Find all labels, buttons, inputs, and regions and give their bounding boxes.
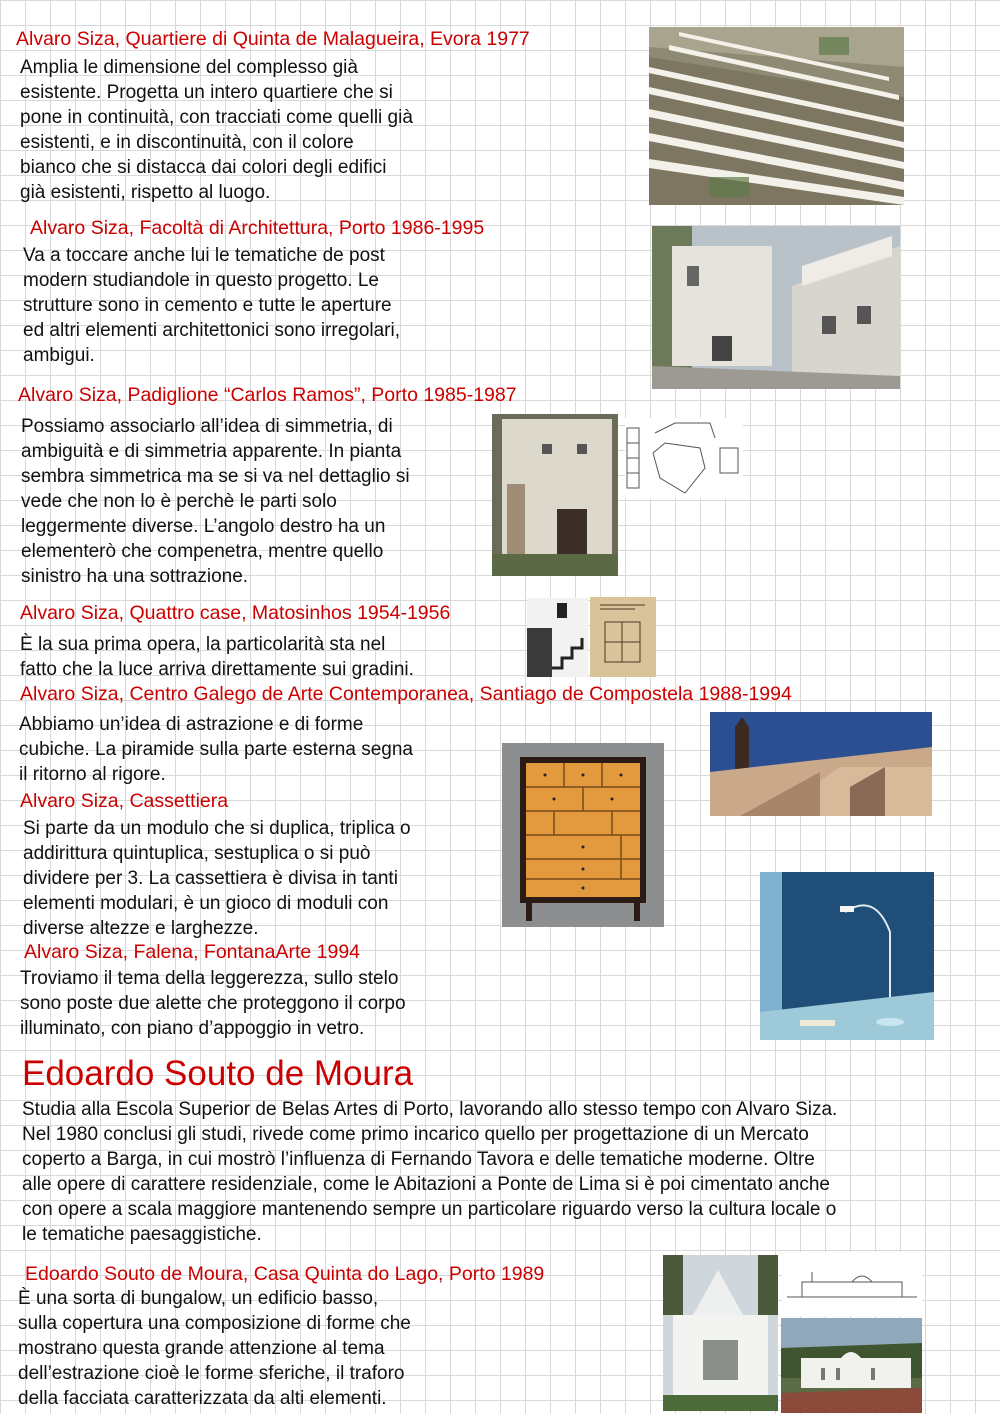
title-malagueira: Alvaro Siza, Quartiere di Quinta de Malagueira, Evora 1977 xyxy=(16,28,530,50)
title-carlos-ramos: Alvaro Siza, Padiglione “Carlos Ramos”, Porto 1985-1987 xyxy=(18,384,517,406)
photo-facolta-architettura xyxy=(652,226,900,389)
title-falena: Alvaro Siza, Falena, FontanaArte 1994 xyxy=(24,941,361,963)
text-quinta-do-lago: È una sorta di bungalow, un edificio basso, sulla copertura una composizione di forme che mostrano questa grande attenzione al tema dell’estrazione cioè le forme sferiche, il traforo della facciata caratterizzata da alti elementi. xyxy=(18,1288,411,1409)
photo-quinta-do-lago-1 xyxy=(663,1255,778,1411)
heading-souto-de-moura: Edoardo Souto de Moura xyxy=(22,1054,414,1093)
photo-falena xyxy=(760,872,934,1040)
photo-quattro-case xyxy=(527,598,588,677)
title-quinta-do-lago: Edoardo Souto de Moura, Casa Quinta do Lago, Porto 1989 xyxy=(25,1263,545,1285)
text-centro-galego: Abbiamo un’idea di astrazione e di forme cubiche. La piramide sulla parte esterna segna il ritorno al rigore. xyxy=(19,714,413,785)
text-quattro-case: È la sua prima opera, la particolarità sta nel fatto che la luce arriva direttamente sui gradini. xyxy=(20,634,414,680)
photo-carlos-ramos xyxy=(492,414,618,576)
photo-centro-galego xyxy=(710,712,932,816)
photo-quinta-do-lago-2 xyxy=(781,1318,922,1413)
text-falena: Troviamo il tema della leggerezza, sullo stelo sono poste due alette che proteggono il corpo illuminato, con piano d’appoggio in vetro. xyxy=(20,968,406,1039)
photo-malagueira xyxy=(649,27,904,205)
text-carlos-ramos: Possiamo associarlo all’idea di simmetria, di ambiguità e di simmetria apparente. In pianta sembra simmetrica ma se si va nel dettaglio si vede che non lo è perchè le parti solo leggermente diverse. L’angolo destro ha un elementerò che compenetra, mentre quello sinistro ha una sottrazione. xyxy=(21,416,410,587)
title-facolta-architettura: Alvaro Siza, Facoltà di Architettura, Porto 1986-1995 xyxy=(30,217,485,239)
title-cassettiera: Alvaro Siza, Cassettiera xyxy=(20,790,229,812)
drawing-quinta-do-lago xyxy=(782,1252,922,1316)
text-souto-de-moura: Studia alla Escola Superior de Belas Artes di Porto, lavorando allo stesso tempo con Alvaro Siza. Nel 1980 conclusi gli studi, rivede come primo incarico quello per progettazione di un Mercato coperto a Barga, in cui mostrò l’influenza di Fernando Tavora e delle tematiche moderne. Oltre alle opere di carattere residenziale, come le Abitazioni a Ponte de Lima si è poi cimentato anche con opere a scala maggiore mantenendo sempre un particolare riguardo verso la cultura locale o le tematiche paesaggistiche. xyxy=(22,1099,838,1245)
text-cassettiera: Si parte da un modulo che si duplica, triplica o addirittura quintuplica, sestuplica o si può dividere per 3. La cassettiera è divisa in tanti elementi modulari, è un gioco di moduli con diverse altezze e larghezze. xyxy=(23,818,411,939)
text-facolta-architettura: Va a toccare anche lui le tematiche de post modern studiandole in questo progetto. Le strutture sono in cemento e tutte le aperture ed altri elementi architettonici sono irregolari, ambigui. xyxy=(23,245,401,366)
plan-carlos-ramos xyxy=(625,418,743,498)
title-centro-galego: Alvaro Siza, Centro Galego de Arte Contemporanea, Santiago de Compostela 1988-1994 xyxy=(20,683,792,705)
photo-cassettiera xyxy=(502,743,664,927)
title-quattro-case: Alvaro Siza, Quattro case, Matosinhos 1954-1956 xyxy=(20,602,451,624)
text-malagueira: Amplia le dimensione del complesso già esistente. Progetta un intero quartiere che si pone in continuità, con tracciati come quelli già esistenti, e in discontinuità, con il colore bianco che si distacca dai colori degli edifici già esistenti, rispetto al luogo. xyxy=(20,57,413,203)
plan-quattro-case xyxy=(590,597,656,677)
